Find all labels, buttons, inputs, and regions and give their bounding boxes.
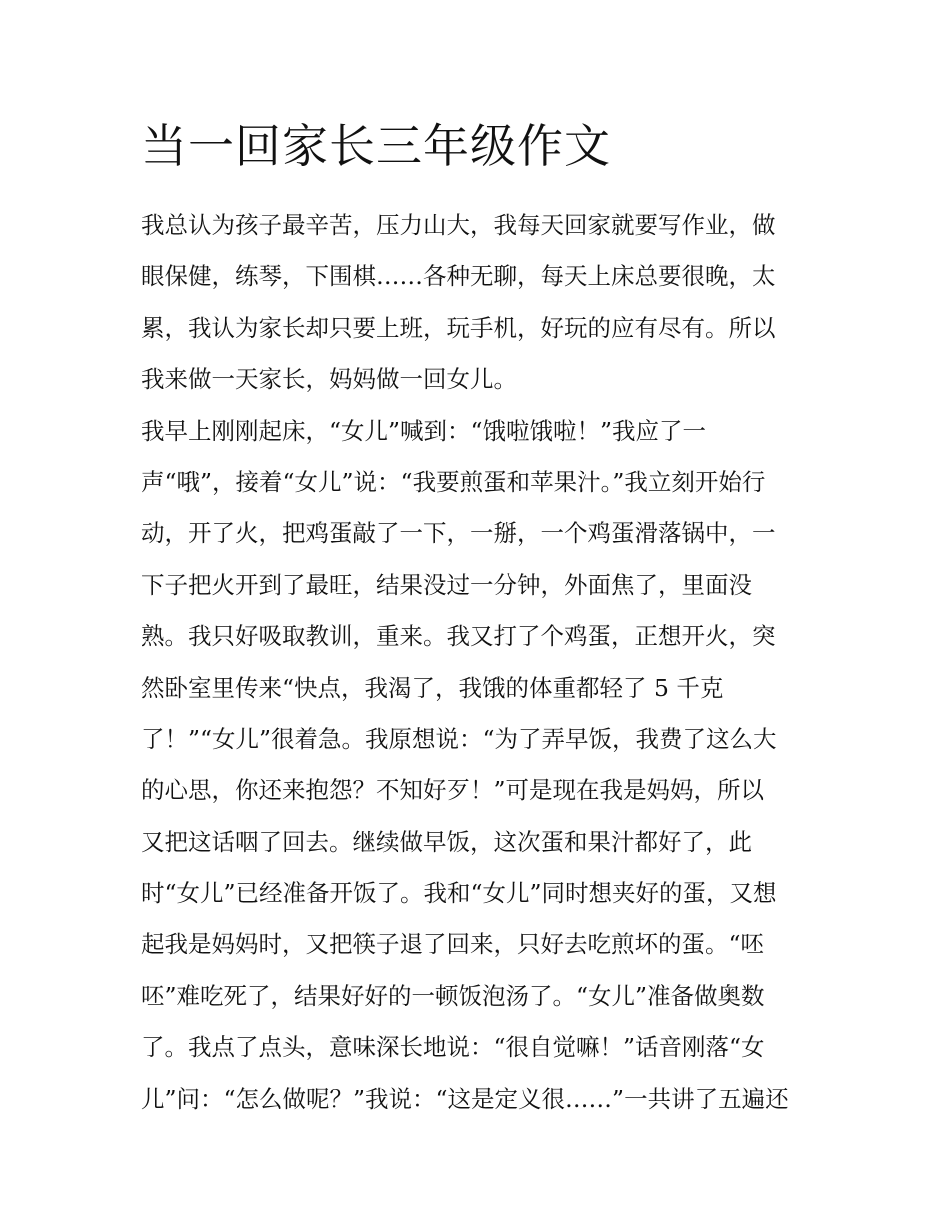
text-line: 熟。我只好吸取教训，重来。我又打了个鸡蛋，正想开火，突 (141, 622, 776, 651)
text-line: 了。我点了点头，意味深长地说：“很自觉嘛！”话音刚落“女 (141, 1033, 765, 1062)
text-line: 累，我认为家长却只要上班，玩手机，好玩的应有尽有。所以 (141, 313, 776, 342)
essay-body (141, 200, 821, 1125)
text-line: 儿”问：“怎么做呢？”我说：“这是定义很……”一共讲了五遍还 (141, 1084, 789, 1113)
text-line: 我来做一天家长，妈妈做一回女儿。 (141, 365, 517, 394)
text-line: 然卧室里传来“快点，我渴了，我饿的体重都轻了 5 千克 (141, 673, 724, 702)
text-line: 下子把火开到了最旺，结果没过一分钟，外面焦了，里面没 (141, 570, 752, 599)
text-line: 时“女儿”已经准备开饭了。我和“女儿”同时想夹好的蛋，又想 (141, 879, 777, 908)
text-line: 起我是妈妈时，又把筷子退了回来，只好去吃煎坏的蛋。“呸 (141, 930, 765, 959)
text-line: 我早上刚刚起床，“女儿”喊到：“饿啦饿啦！”我应了一 (141, 416, 707, 445)
text-line: 的心思，你还来抱怨？不知好歹！”可是现在我是妈妈，所以 (141, 776, 765, 805)
text-line: 声“哦”，接着“女儿”说：“我要煎蛋和苹果汁。”我立刻开始行 (141, 467, 766, 496)
text-line: 动，开了火，把鸡蛋敲了一下，一掰，一个鸡蛋滑落锅中，一 (141, 519, 776, 548)
text-line: 了！”“女儿”很着急。我原想说：“为了弄早饭，我费了这么大 (141, 724, 777, 753)
text-line: 呸”难吃死了，结果好好的一顿饭泡汤了。“女儿”准备做奥数 (141, 981, 765, 1010)
text-line: 眼保健，练琴，下围棋……各种无聊，每天上床总要很晚，太 (141, 262, 776, 291)
text-line: 又把这话咽了回去。继续做早饭，这次蛋和果汁都好了，此 (141, 827, 752, 856)
text-line: 我总认为孩子最辛苦，压力山大，我每天回家就要写作业，做 (141, 211, 776, 239)
document-title: 当一回家长三年级作文 (141, 119, 611, 173)
